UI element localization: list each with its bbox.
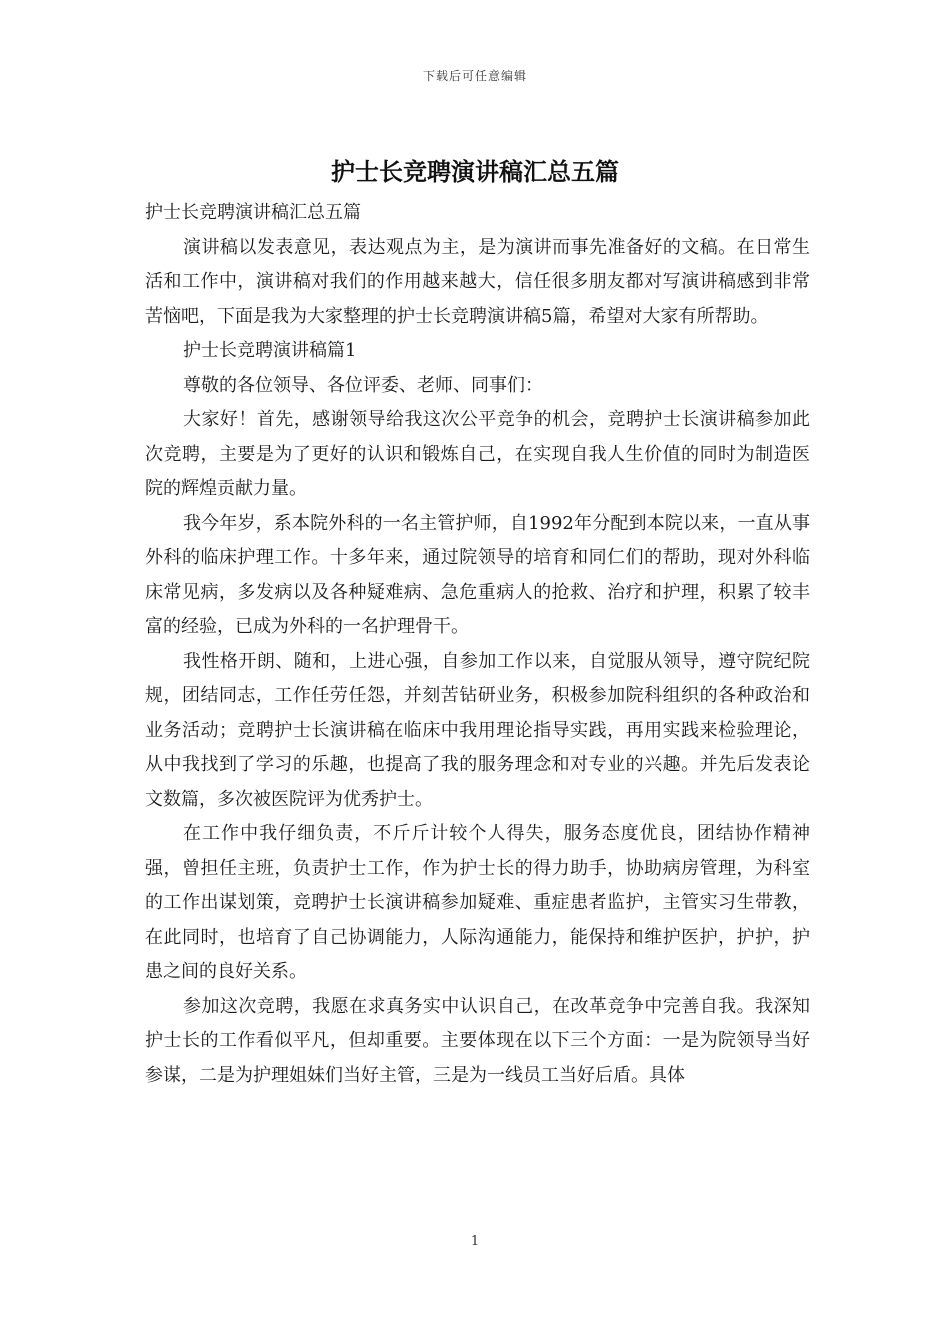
paragraph: 参加这次竞聘，我愿在求真务实中认识自己，在改革竞争中完善自我。我深知护士长的工作看似平凡，但却重要。主要体现在以下三个方面：一是为院领导当好参谋，二是为护理姐妹们当好主管，三是为一线员工当好后盾。具体 xyxy=(145,995,810,1086)
salutation: 尊敬的各位领导、各位评委、老师、同事们： xyxy=(183,374,543,396)
page-number: 1 xyxy=(470,1234,480,1249)
paragraph: 大家好！首先，感谢领导给我这次公平竞争的机会，竞聘护士长演讲稿参加此次竞聘，主要是为了更好的认识和锻炼自己，在实现自我人生价值的同时为制造医院的辉煌贡献力量。 xyxy=(145,409,810,499)
paragraph: 我今年岁，系本院外科的一名主管护师，自1992年分配到本院以来，一直从事外科的临床护理工作。十多年来，通过院领导的培育和同仁们的帮助，现对外科临床常见病，多发病以及各种疑难病、急危重病人的抢救、治疗和护理，积累了较丰富的经验，已成为外科的一名护理骨干。 xyxy=(145,512,810,637)
section-heading: 护士长竞聘演讲稿篇1 xyxy=(183,340,357,361)
document-title: 护士长竞聘演讲稿汇总五篇 xyxy=(331,157,619,186)
document-subtitle: 护士长竞聘演讲稿汇总五篇 xyxy=(145,202,361,223)
paragraph: 在工作中我仔细负责，不斤斤计较个人得失，服务态度优良，团结协作精神强，曾担任主班，负责护士工作，作为护士长的得力助手，协助病房管理，为科室的工作出谋划策，竞聘护士长演讲稿参加疑难、重症患者监护，主管实习生带教，在此同时，也培育了自己协调能力，人际沟通能力，能保持和维护医护，护护，护患之间的良好关系。 xyxy=(145,823,810,982)
header-note: 下载后可任意编辑 xyxy=(422,69,527,83)
paragraph: 我性格开朗、随和，上进心强，自参加工作以来，自觉服从领导，遵守院纪院规，团结同志，工作任劳任怨，并刻苦钻研业务，积极参加院科组织的各种政治和业务活动；竞聘护士长演讲稿在临床中我用理论指导实践，再用实践来检验理论，从中我找到了学习的乐趣，也提高了我的服务理念和对专业的兴趣。并先后发表论文数篇，多次被医院评为优秀护士。 xyxy=(145,650,810,810)
paragraph-intro: 演讲稿以发表意见，表达观点为主，是为演讲而事先准备好的文稿。在日常生活和工作中，演讲稿对我们的作用越来越大，信任很多朋友都对写演讲稿感到非常苦恼吧，下面是我为大家整理的护士长竞聘演讲稿5篇，希望对大家有所帮助。 xyxy=(145,236,810,327)
document-body xyxy=(145,196,810,1093)
